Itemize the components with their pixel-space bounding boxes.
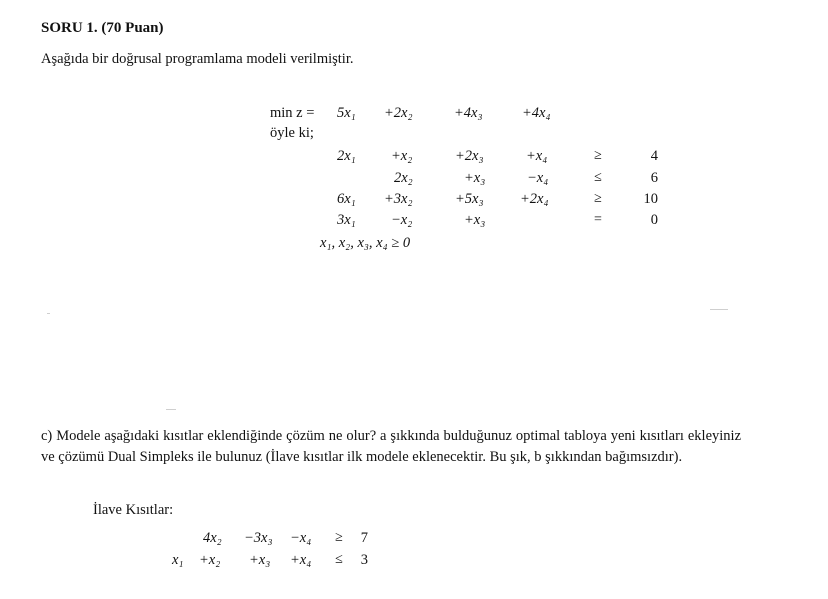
constraint-term: 2x₂: [394, 170, 413, 186]
constraint-relation: ≤: [594, 170, 602, 185]
constraint-rhs: 3: [360, 552, 368, 568]
constraint-term: 4x₂: [203, 530, 222, 546]
constraint-term: +2x₄: [520, 191, 549, 207]
constraint-term: +x₂: [391, 148, 413, 164]
constraint-term: x₁: [172, 552, 184, 568]
constraint-term: +x₃: [249, 552, 271, 568]
objective-term-3: +4x₃: [454, 105, 483, 121]
constraint-term: +x₃: [464, 170, 486, 186]
scan-artifact: [166, 409, 176, 410]
question-intro: Aşağıda bir doğrusal programlama modeli verilmiştir.: [41, 51, 354, 67]
constraint-rhs: 10: [643, 191, 658, 207]
nonnegativity-constraint: x₁, x₂, x₃, x₄ ≥ 0: [320, 235, 411, 251]
constraint-relation: ≤: [335, 552, 343, 567]
constraint-rhs: 6: [650, 170, 658, 186]
constraint-term: +3x₂: [384, 191, 413, 207]
constraint-term: −x₄: [290, 530, 312, 546]
constraint-term: 3x₁: [337, 212, 356, 228]
constraint-relation: ≥: [335, 530, 343, 545]
constraint-term: +x₂: [199, 552, 221, 568]
constraint-rhs: 4: [650, 148, 658, 164]
constraint-relation: ≥: [594, 148, 602, 163]
additional-constraints-label: İlave Kısıtlar:: [93, 502, 174, 518]
constraint-rhs: 7: [360, 530, 368, 546]
constraint-term: +x₄: [526, 148, 548, 164]
constraint-term: +5x₃: [455, 191, 484, 207]
objective-term-1: 5x₁: [337, 105, 356, 121]
constraint-relation: =: [594, 212, 602, 227]
objective-term-2: +2x₂: [384, 105, 413, 121]
constraint-term: 6x₁: [337, 191, 356, 207]
constraint-term: −x₂: [391, 212, 413, 228]
question-title: SORU 1. (70 Puan): [41, 20, 164, 36]
constraint-term: +2x₃: [455, 148, 484, 164]
subject-to-label: öyle ki;: [270, 125, 314, 141]
objective-label: min z =: [270, 105, 315, 121]
scan-artifact: [710, 309, 728, 310]
constraint-term: 2x₁: [337, 148, 356, 164]
constraint-term: +x₄: [290, 552, 312, 568]
constraint-term: −3x₃: [244, 530, 273, 546]
constraint-rhs: 0: [650, 212, 658, 228]
constraint-relation: ≥: [594, 191, 602, 206]
part-c-question: c) Modele aşağıdaki kısıtlar eklendiğinde çözüm ne olur? a şıkkında bulduğunuz optimal tabloya yeni kısıtları ekleyiniz ve çözümü Dual Simpleks ile bulunuz (İlave kısıtlar ilk modele eklenecektir. Bu şık, b şıkkından bağımsızdır).: [41, 428, 741, 465]
objective-term-4: +4x₄: [522, 105, 551, 121]
scan-artifact: [47, 313, 50, 314]
constraint-term: +x₃: [464, 212, 486, 228]
constraint-term: −x₄: [527, 170, 549, 186]
